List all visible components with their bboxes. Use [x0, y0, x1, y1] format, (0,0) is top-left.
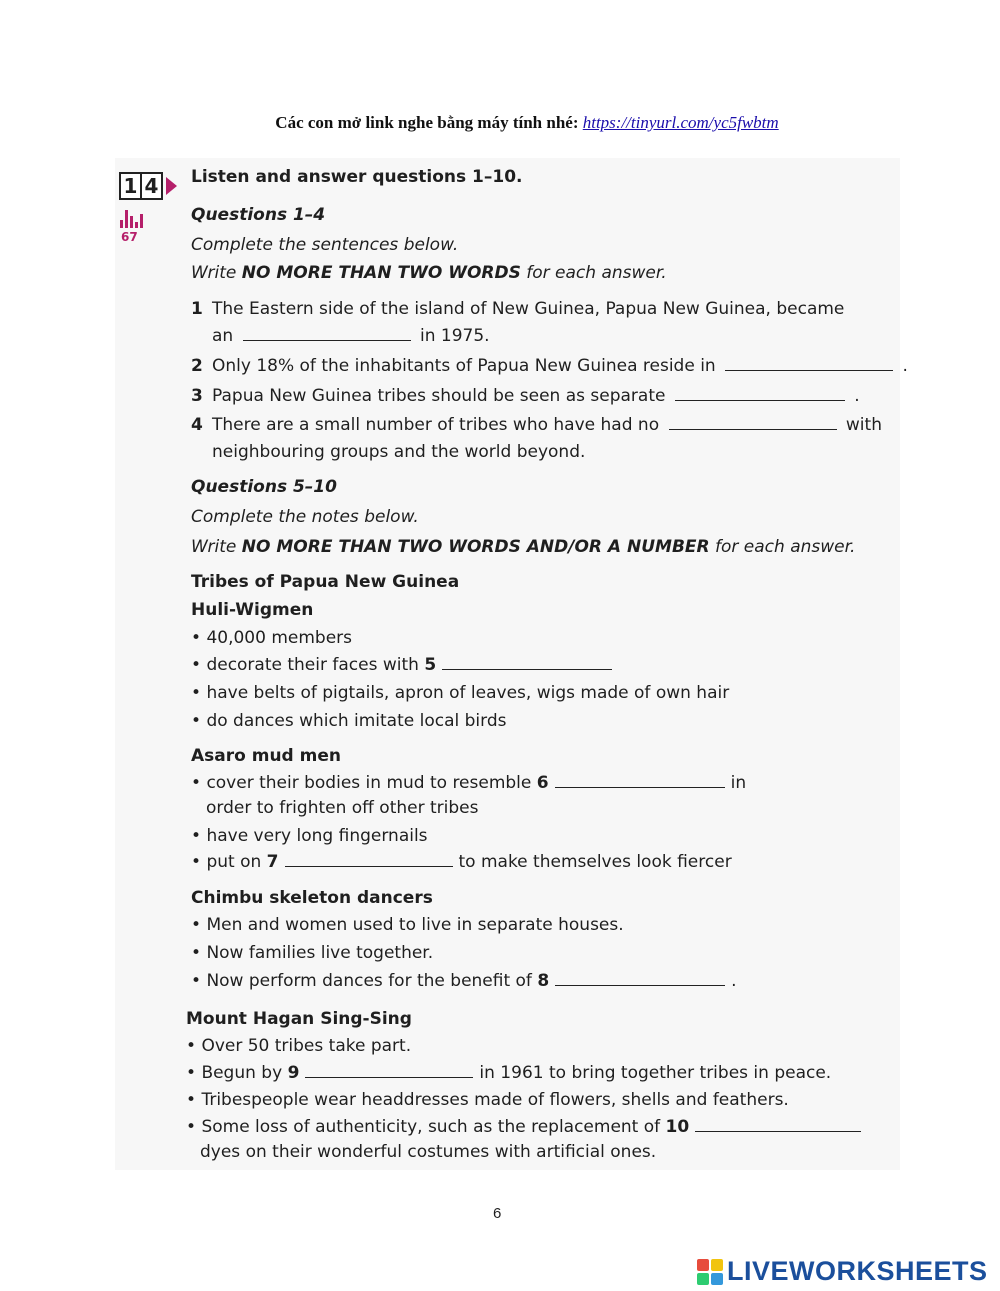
bullet-item — [191, 970, 737, 992]
bullet-item — [186, 1035, 411, 1057]
liveworksheets-logo-icon — [697, 1259, 723, 1285]
bullet-item — [191, 942, 433, 964]
gap-number: 5 — [424, 655, 437, 675]
question-text — [212, 355, 908, 377]
bullet-text: in — [730, 773, 747, 793]
gap-number: 9 — [287, 1063, 300, 1083]
question-number: 1 — [191, 299, 203, 319]
bullet-text: Begun by — [201, 1063, 283, 1083]
play-icon — [166, 177, 177, 195]
bullet-mark: • — [191, 971, 202, 991]
badge-digit: 4 — [140, 172, 163, 200]
audio-track-number: 67 — [121, 230, 138, 244]
answer-blank-2[interactable] — [725, 355, 893, 371]
bullet-mark: • — [191, 852, 202, 872]
gap-number: 7 — [266, 852, 279, 872]
instruction-text: Write — [191, 537, 242, 557]
instruction-text: Write — [191, 263, 242, 283]
instruction-header — [0, 113, 1000, 133]
instruction-text: for each answer. — [709, 537, 856, 557]
bullet-text-continued: dyes on their wonderful costumes with artificial ones. — [200, 1142, 657, 1162]
bullet-text: Over 50 tribes take part. — [201, 1036, 412, 1056]
answer-blank-7[interactable] — [285, 851, 453, 867]
bullet-item — [186, 1089, 789, 1111]
gap-number: 8 — [537, 971, 550, 991]
bullet-item — [191, 825, 428, 847]
tribe-heading: Mount Hagan Sing-Sing — [186, 1009, 412, 1029]
answer-blank-5[interactable] — [442, 654, 612, 670]
tribe-heading: Asaro mud men — [191, 746, 341, 766]
bullet-item — [186, 1062, 831, 1084]
brand-name: LIVEWORKSHEETS — [727, 1256, 988, 1286]
listening-link[interactable]: https://tinyurl.com/yc5fwbtm — [582, 113, 779, 132]
question-text-part: in 1975. — [420, 326, 490, 346]
audio-track-icon — [120, 208, 144, 228]
answer-blank-1[interactable] — [243, 325, 411, 341]
bullet-mark: • — [186, 1117, 197, 1137]
question-text-part: with — [845, 415, 882, 435]
bullet-mark: • — [191, 826, 202, 846]
bullet-item — [191, 772, 746, 794]
bullet-item — [191, 851, 732, 873]
bullet-text: Some loss of authenticity, such as the replacement of — [201, 1117, 661, 1137]
instruction-text: for each answer. — [520, 263, 667, 283]
bullet-item — [191, 627, 352, 649]
instruction-line: Complete the notes below. — [191, 507, 419, 527]
question-text-part: Only 18% of the inhabitants of Papua New Guinea reside in — [212, 356, 716, 376]
bullet-text: 40,000 members — [206, 628, 352, 648]
answer-blank-9[interactable] — [305, 1062, 473, 1078]
instruction-emphasis: NO MORE THAN TWO WORDS AND/OR A NUMBER — [241, 537, 710, 557]
instruction-line — [191, 536, 855, 558]
question-text-part: an — [212, 326, 234, 346]
header-text: Các con mở link nghe bằng máy tính nhé: — [275, 113, 579, 132]
bullet-mark: • — [186, 1063, 197, 1083]
instruction-line: Complete the sentences below. — [191, 235, 459, 255]
bullet-mark: • — [191, 773, 202, 793]
question-number: 2 — [191, 356, 203, 376]
bullet-text: cover their bodies in mud to resemble — [206, 773, 532, 793]
question-text-part: There are a small number of tribes who have had no — [212, 415, 660, 435]
tribe-heading: Huli-Wigmen — [191, 600, 314, 620]
bullet-text: Men and women used to live in separate houses. — [206, 915, 624, 935]
section-heading: Questions 1–4 — [191, 205, 326, 225]
exercise-number-badge — [119, 172, 177, 200]
bullet-text: put on — [206, 852, 262, 872]
notes-title: Tribes of Papua New Guinea — [191, 572, 460, 592]
question-number: 3 — [191, 386, 203, 406]
bullet-text: do dances which imitate local birds — [206, 711, 507, 731]
bullet-text: Now perform dances for the benefit of — [206, 971, 532, 991]
bullet-mark: • — [186, 1036, 197, 1056]
question-text — [212, 414, 882, 436]
bullet-item — [191, 710, 507, 732]
bullet-item — [191, 914, 624, 936]
question-text — [212, 325, 490, 347]
bullet-text: to make themselves look fiercer — [458, 852, 732, 872]
gap-number: 6 — [536, 773, 549, 793]
answer-blank-3[interactable] — [675, 385, 845, 401]
question-text: neighbouring groups and the world beyond. — [212, 442, 586, 462]
bullet-mark: • — [191, 915, 202, 935]
bullet-mark: • — [191, 711, 202, 731]
question-text-part: . — [902, 356, 908, 376]
bullet-mark: • — [186, 1090, 197, 1110]
bullet-mark: • — [191, 943, 202, 963]
liveworksheets-brand — [697, 1256, 988, 1287]
bullet-text: have very long fingernails — [206, 826, 428, 846]
exercise-title: Listen and answer questions 1–10. — [191, 167, 523, 187]
question-text: The Eastern side of the island of New Guinea, Papua New Guinea, became — [212, 299, 845, 319]
answer-blank-4[interactable] — [669, 414, 837, 430]
bullet-text: decorate their faces with — [206, 655, 419, 675]
bullet-mark: • — [191, 628, 202, 648]
question-text — [212, 385, 860, 407]
badge-digit: 1 — [119, 172, 142, 200]
section-heading: Questions 5–10 — [191, 477, 337, 497]
bullet-text-continued: order to frighten off other tribes — [206, 798, 479, 818]
bullet-item — [191, 682, 729, 704]
gap-number: 10 — [665, 1117, 690, 1137]
bullet-text: Now families live together. — [206, 943, 434, 963]
question-text-part: Papua New Guinea tribes should be seen as separate — [212, 386, 666, 406]
question-number: 4 — [191, 415, 203, 435]
answer-blank-8[interactable] — [555, 970, 725, 986]
page-number: 6 — [493, 1205, 502, 1222]
answer-blank-6[interactable] — [555, 772, 725, 788]
bullet-mark: • — [191, 655, 202, 675]
bullet-mark: • — [191, 683, 202, 703]
instruction-line — [191, 262, 667, 284]
bullet-item — [191, 654, 612, 676]
bullet-text: in 1961 to bring together tribes in peace. — [479, 1063, 832, 1083]
bullet-text: . — [731, 971, 737, 991]
bullet-item — [186, 1116, 861, 1138]
bullet-text: Tribespeople wear headdresses made of flowers, shells and feathers. — [201, 1090, 789, 1110]
question-text-part: . — [854, 386, 860, 406]
instruction-emphasis: NO MORE THAN TWO WORDS — [241, 263, 521, 283]
bullet-text: have belts of pigtails, apron of leaves, wigs made of own hair — [206, 683, 730, 703]
tribe-heading: Chimbu skeleton dancers — [191, 888, 433, 908]
answer-blank-10[interactable] — [695, 1116, 861, 1132]
